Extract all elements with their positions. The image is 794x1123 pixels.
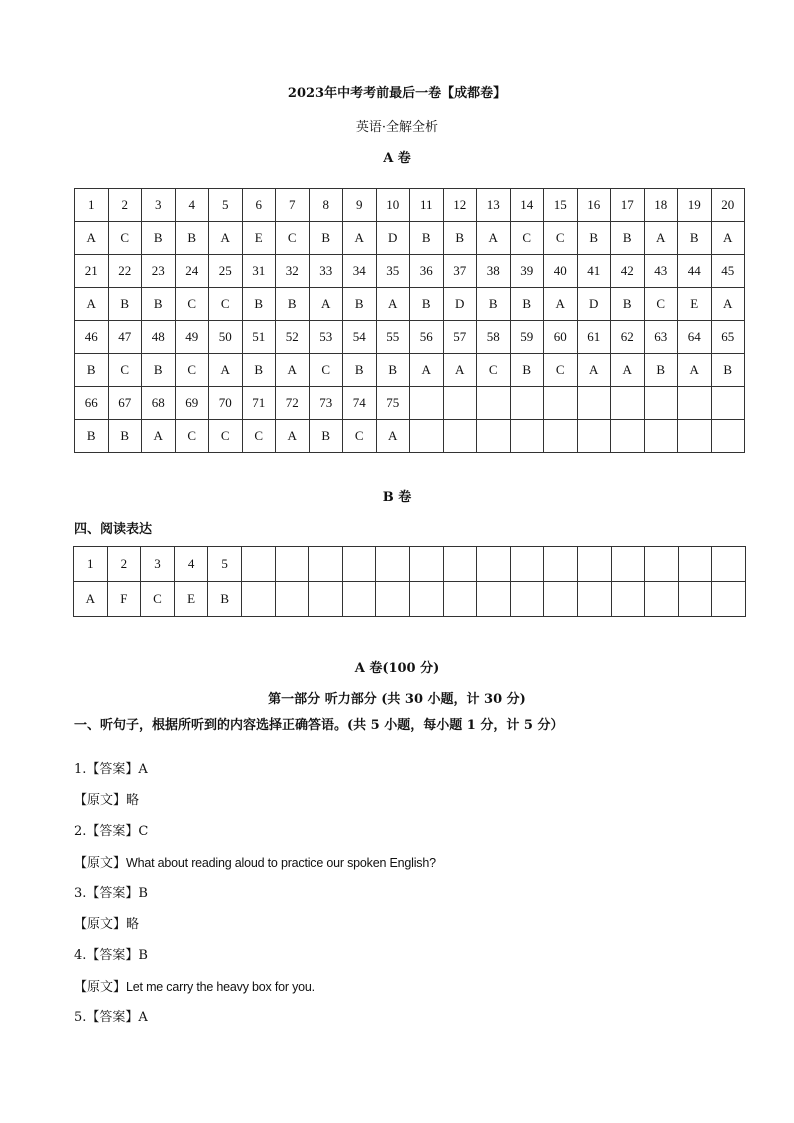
question-number-cell: 46 [75, 321, 109, 354]
question-number-cell: 41 [577, 255, 611, 288]
answer-cell: D [376, 222, 410, 255]
question-number-cell: 63 [644, 321, 678, 354]
listening-instruction: 一、听句子，根据所听到的内容选择正确答语。(共 5 小题，每小题 1 分，计 5 分） [74, 718, 564, 733]
answer-cell: A [711, 222, 745, 255]
question-number-cell: 55 [376, 321, 410, 354]
question-number-cell: 14 [510, 189, 544, 222]
answer-label: 3.【答案】 [74, 886, 139, 901]
question-number-cell: 20 [711, 189, 745, 222]
answer-cell: B [142, 288, 176, 321]
question-number-cell: 19 [678, 189, 712, 222]
question-number-cell: 8 [309, 189, 343, 222]
answer-cell: B [443, 222, 477, 255]
table-row [75, 288, 745, 321]
question-number-cell: 33 [309, 255, 343, 288]
question-number-cell [241, 547, 275, 582]
question-number-cell: 56 [410, 321, 444, 354]
answer-item [74, 756, 436, 787]
answer-cell: A [678, 354, 712, 387]
answer-cell: B [142, 222, 176, 255]
question-number-cell: 5 [209, 189, 243, 222]
question-number-cell [544, 387, 578, 420]
answer-cell: C [175, 420, 209, 453]
question-number-cell: 4 [175, 189, 209, 222]
answer-cell: C [141, 582, 175, 617]
question-number-cell: 42 [611, 255, 645, 288]
answer-cell: C [175, 288, 209, 321]
reading-expression-heading: 四、阅读表达 [74, 522, 153, 537]
question-number-cell: 15 [544, 189, 578, 222]
answer-cell: C [343, 420, 377, 453]
answer-text: Let me carry the heavy box for you. [126, 980, 315, 994]
question-number-cell: 36 [410, 255, 444, 288]
answer-item [74, 849, 436, 880]
question-number-cell: 25 [209, 255, 243, 288]
answer-item [74, 973, 436, 1004]
question-number-cell: 16 [577, 189, 611, 222]
answer-cell: C [209, 420, 243, 453]
answer-label: 【原文】 [74, 917, 127, 932]
answer-cell: B [175, 222, 209, 255]
answer-cell: A [577, 354, 611, 387]
answer-cell [711, 420, 745, 453]
answer-list [74, 756, 436, 1035]
question-number-cell: 11 [410, 189, 444, 222]
answer-cell: A [276, 354, 310, 387]
question-number-cell: 3 [142, 189, 176, 222]
question-number-cell [309, 547, 343, 582]
question-number-cell: 3 [141, 547, 175, 582]
question-number-cell [376, 547, 410, 582]
question-number-cell: 74 [343, 387, 377, 420]
question-number-cell: 39 [510, 255, 544, 288]
answer-item [74, 818, 436, 849]
question-number-cell: 53 [309, 321, 343, 354]
answer-cell: C [108, 354, 142, 387]
question-number-cell: 49 [175, 321, 209, 354]
answer-cell: C [309, 354, 343, 387]
answer-cell [241, 582, 275, 617]
answer-item [74, 1004, 436, 1035]
answer-cell [275, 582, 309, 617]
answer-cell: B [309, 420, 343, 453]
question-number-cell: 64 [678, 321, 712, 354]
answer-cell: B [410, 222, 444, 255]
answer-cell: A [477, 222, 511, 255]
question-number-cell: 44 [678, 255, 712, 288]
answer-cell: B [611, 222, 645, 255]
question-number-cell: 45 [711, 255, 745, 288]
question-number-cell [443, 547, 477, 582]
section-b-heading: B 卷 [382, 490, 412, 505]
question-number-cell: 62 [611, 321, 645, 354]
question-number-cell: 1 [74, 547, 108, 582]
question-number-cell: 1 [75, 189, 109, 222]
question-number-cell: 71 [242, 387, 276, 420]
answer-table-a [74, 188, 745, 453]
question-number-cell: 21 [75, 255, 109, 288]
question-number-cell: 69 [175, 387, 209, 420]
answer-cell [510, 582, 544, 617]
answer-cell: B [343, 288, 377, 321]
question-number-cell: 51 [242, 321, 276, 354]
answer-cell: E [242, 222, 276, 255]
answer-cell: B [611, 288, 645, 321]
question-number-cell [712, 547, 746, 582]
question-number-cell: 24 [175, 255, 209, 288]
question-number-cell: 73 [309, 387, 343, 420]
question-number-cell: 22 [108, 255, 142, 288]
question-number-cell: 10 [376, 189, 410, 222]
question-number-cell [611, 387, 645, 420]
question-number-cell: 65 [711, 321, 745, 354]
question-number-cell: 7 [276, 189, 310, 222]
answer-cell: A [376, 288, 410, 321]
question-number-cell: 40 [544, 255, 578, 288]
question-number-cell [510, 387, 544, 420]
answer-cell: A [309, 288, 343, 321]
question-number-cell [410, 387, 444, 420]
answer-cell: A [142, 420, 176, 453]
answer-cell: A [276, 420, 310, 453]
question-number-cell: 52 [276, 321, 310, 354]
answer-label: 【原文】 [74, 856, 127, 871]
question-number-cell [409, 547, 443, 582]
answer-cell: C [510, 222, 544, 255]
answer-cell: A [611, 354, 645, 387]
answer-cell: A [644, 222, 678, 255]
question-number-cell [510, 547, 544, 582]
question-number-cell: 9 [343, 189, 377, 222]
answer-cell: A [544, 288, 578, 321]
question-number-cell [577, 547, 611, 582]
answer-item [74, 787, 436, 818]
answer-cell: B [376, 354, 410, 387]
document-title: 2023年中考考前最后一卷【成都卷】 [287, 86, 507, 101]
question-number-cell [577, 387, 611, 420]
question-number-cell: 4 [174, 547, 208, 582]
answer-cell: C [644, 288, 678, 321]
answer-cell [477, 420, 511, 453]
answer-cell: D [577, 288, 611, 321]
question-number-cell: 54 [343, 321, 377, 354]
question-number-cell: 17 [611, 189, 645, 222]
question-number-cell: 6 [242, 189, 276, 222]
answer-label: 5.【答案】 [74, 1010, 139, 1025]
answer-cell: B [410, 288, 444, 321]
answer-cell: B [711, 354, 745, 387]
question-number-cell: 38 [477, 255, 511, 288]
answer-cell [410, 420, 444, 453]
table-row [74, 547, 746, 582]
answer-label: 【原文】 [74, 980, 127, 995]
table-row [75, 354, 745, 387]
table-row [75, 321, 745, 354]
question-number-cell [678, 387, 712, 420]
question-number-cell: 50 [209, 321, 243, 354]
table-row [74, 582, 746, 617]
answer-cell: B [644, 354, 678, 387]
answer-cell: B [108, 420, 142, 453]
answer-text: What about reading aloud to practice our spoken English? [126, 856, 436, 870]
answer-cell: C [108, 222, 142, 255]
answer-cell: B [510, 288, 544, 321]
answer-cell [544, 582, 578, 617]
question-number-cell [342, 547, 376, 582]
answer-text: A [138, 762, 148, 777]
answer-cell [678, 582, 712, 617]
answer-table-b [73, 546, 746, 617]
question-number-cell [678, 547, 712, 582]
question-number-cell [477, 547, 511, 582]
answer-cell [443, 420, 477, 453]
answer-cell: E [678, 288, 712, 321]
question-number-cell: 75 [376, 387, 410, 420]
question-number-cell [611, 547, 645, 582]
answer-cell [644, 420, 678, 453]
question-number-cell: 5 [208, 547, 242, 582]
question-number-cell [711, 387, 745, 420]
question-number-cell: 31 [242, 255, 276, 288]
question-number-cell [443, 387, 477, 420]
document-subtitle: 英语·全解全析 [355, 120, 439, 135]
answer-cell [577, 420, 611, 453]
question-number-cell: 48 [142, 321, 176, 354]
answer-cell: A [711, 288, 745, 321]
answer-cell: B [242, 354, 276, 387]
answer-text: 略 [126, 917, 140, 932]
question-number-cell: 35 [376, 255, 410, 288]
answer-label: 【原文】 [74, 793, 127, 808]
answer-cell: A [209, 354, 243, 387]
question-number-cell: 59 [510, 321, 544, 354]
question-number-cell [644, 387, 678, 420]
answer-cell: B [309, 222, 343, 255]
answer-cell: A [410, 354, 444, 387]
answer-cell: C [477, 354, 511, 387]
question-number-cell: 60 [544, 321, 578, 354]
answer-text: A [138, 1010, 148, 1025]
answer-cell: B [343, 354, 377, 387]
answer-cell: D [443, 288, 477, 321]
answer-text: C [138, 824, 149, 839]
section-a-heading: A 卷 [383, 151, 411, 166]
question-number-cell: 72 [276, 387, 310, 420]
answer-text: B [138, 948, 148, 963]
question-number-cell: 47 [108, 321, 142, 354]
answer-cell [611, 420, 645, 453]
question-number-cell: 70 [209, 387, 243, 420]
answer-cell [477, 582, 511, 617]
question-number-cell: 18 [644, 189, 678, 222]
answer-cell: E [174, 582, 208, 617]
answer-label: 2.【答案】 [74, 824, 139, 839]
question-number-cell: 23 [142, 255, 176, 288]
answer-cell [409, 582, 443, 617]
answer-cell: A [74, 582, 108, 617]
answer-cell: B [510, 354, 544, 387]
answer-cell: B [75, 354, 109, 387]
answer-cell [544, 420, 578, 453]
answer-cell: C [544, 354, 578, 387]
answer-text: 略 [126, 793, 140, 808]
table-row [75, 420, 745, 453]
part-a-heading: A 卷(100 分) [354, 661, 440, 676]
answer-cell: C [276, 222, 310, 255]
answer-cell: A [443, 354, 477, 387]
question-number-cell: 2 [107, 547, 141, 582]
answer-cell: C [175, 354, 209, 387]
answer-cell: B [75, 420, 109, 453]
table-row [75, 189, 745, 222]
table-row [75, 255, 745, 288]
answer-cell: C [242, 420, 276, 453]
answer-cell: A [209, 222, 243, 255]
question-number-cell: 61 [577, 321, 611, 354]
answer-cell: A [75, 222, 109, 255]
answer-label: 4.【答案】 [74, 948, 139, 963]
question-number-cell: 68 [142, 387, 176, 420]
answer-cell [342, 582, 376, 617]
answer-cell: A [376, 420, 410, 453]
answer-cell [712, 582, 746, 617]
answer-cell [611, 582, 645, 617]
answer-cell: B [477, 288, 511, 321]
answer-cell [510, 420, 544, 453]
answer-cell: C [209, 288, 243, 321]
question-number-cell: 43 [644, 255, 678, 288]
question-number-cell [477, 387, 511, 420]
answer-cell: B [108, 288, 142, 321]
question-number-cell: 57 [443, 321, 477, 354]
answer-cell [678, 420, 712, 453]
answer-item [74, 880, 436, 911]
answer-item [74, 911, 436, 942]
answer-cell: B [276, 288, 310, 321]
answer-cell [577, 582, 611, 617]
question-number-cell: 34 [343, 255, 377, 288]
question-number-cell: 58 [477, 321, 511, 354]
question-number-cell: 32 [276, 255, 310, 288]
question-number-cell: 12 [443, 189, 477, 222]
answer-cell: B [678, 222, 712, 255]
question-number-cell [544, 547, 578, 582]
question-number-cell [645, 547, 679, 582]
question-number-cell [275, 547, 309, 582]
answer-item [74, 942, 436, 973]
answer-cell [376, 582, 410, 617]
answer-text: B [138, 886, 148, 901]
question-number-cell: 2 [108, 189, 142, 222]
answer-cell: F [107, 582, 141, 617]
answer-cell: A [75, 288, 109, 321]
answer-cell: B [208, 582, 242, 617]
listening-part-heading: 第一部分 听力部分 (共 30 小题，计 30 分) [268, 692, 526, 707]
answer-cell: A [343, 222, 377, 255]
question-number-cell: 13 [477, 189, 511, 222]
answer-cell [645, 582, 679, 617]
answer-cell: B [577, 222, 611, 255]
answer-cell [309, 582, 343, 617]
question-number-cell: 66 [75, 387, 109, 420]
table-row [75, 387, 745, 420]
answer-cell [443, 582, 477, 617]
question-number-cell: 67 [108, 387, 142, 420]
answer-cell: B [142, 354, 176, 387]
answer-cell: B [242, 288, 276, 321]
answer-label: 1.【答案】 [74, 762, 139, 777]
answer-cell: C [544, 222, 578, 255]
table-row [75, 222, 745, 255]
question-number-cell: 37 [443, 255, 477, 288]
